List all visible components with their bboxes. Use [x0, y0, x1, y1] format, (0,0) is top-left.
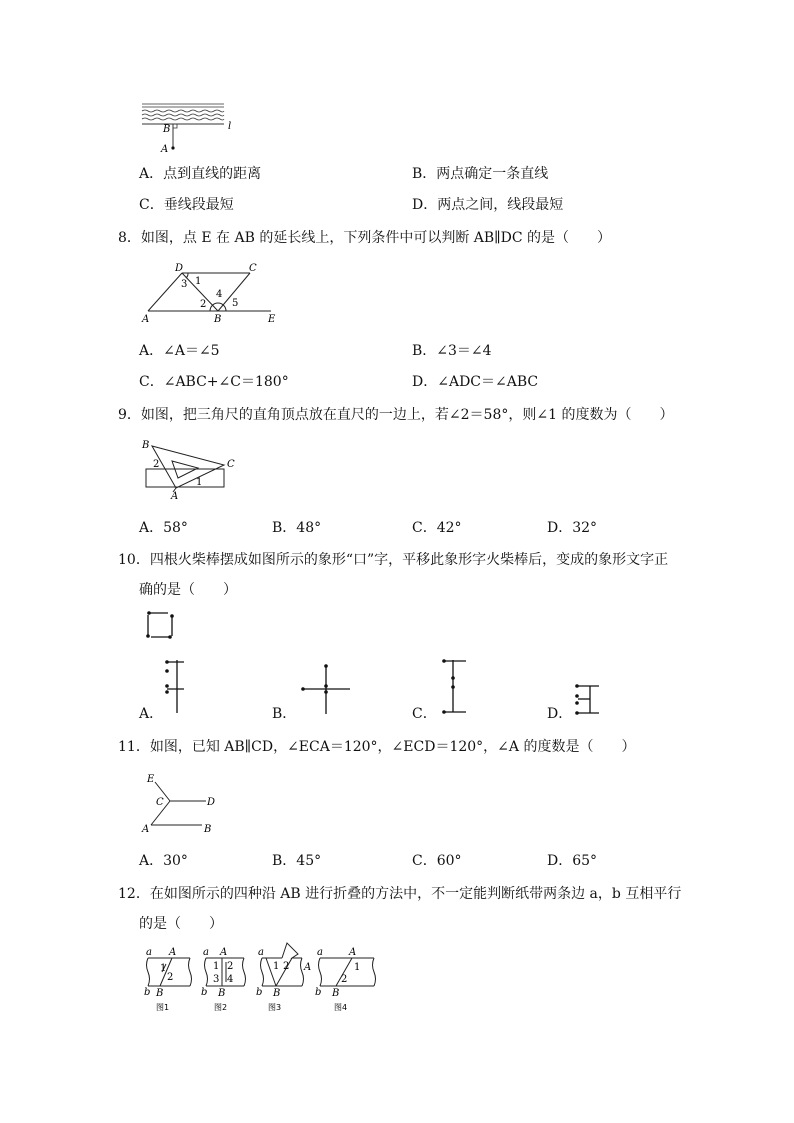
q11-label-D: D [207, 797, 216, 808]
q10-option-b[interactable]: B． [272, 706, 297, 722]
q12-figure-2 [200, 946, 250, 1014]
q12-caption-4: 图4 [334, 1003, 348, 1012]
q12-fig2-label-B: B [218, 988, 226, 999]
q10-option-c[interactable]: C． [412, 706, 437, 722]
q12-caption-3: 图3 [268, 1003, 282, 1012]
q8-angle-2: 2 [200, 299, 207, 310]
q12-fig4-angle-2: 2 [341, 974, 348, 985]
q10-option-d-figure[interactable] [568, 681, 602, 721]
q12-fig4-label-a: a [317, 947, 323, 958]
q12-fig4-label-B: B [332, 988, 340, 999]
q9-figure [138, 437, 248, 505]
q12-fig2-label-a: a [203, 947, 209, 958]
q7-label-A: A [161, 144, 169, 155]
q12-fig3-label-a: a [258, 947, 264, 958]
q11-figure [138, 770, 228, 838]
q7-label-l: l [228, 121, 232, 132]
q11-label-C: C [156, 797, 164, 808]
q11-label-A: A [142, 824, 150, 835]
q9-angle-2: 2 [153, 459, 160, 470]
q12-figure-3 [254, 940, 314, 1014]
q12-fig2-angle-2: 2 [227, 961, 234, 972]
q12-fig2-angle-4: 4 [227, 974, 234, 985]
q12-fig3-angle-1: 1 [273, 961, 280, 972]
q8-option-a[interactable]: A．∠A＝∠5 [139, 343, 220, 359]
q12-fig2-angle-3: 3 [213, 974, 220, 985]
q10-option-d[interactable]: D． [547, 706, 573, 722]
q12-figure-4 [314, 946, 380, 1014]
q9-label-B: B [142, 440, 150, 451]
q8-label-D: D [175, 263, 184, 274]
q7-option-d[interactable]: D．两点之间，线段最短 [412, 197, 564, 213]
q9-option-b[interactable]: B．48° [272, 520, 322, 536]
q11-stem: 11．如图，已知 AB∥CD，∠ECA＝120°，∠ECD＝120°，∠A 的度数是（ ） [118, 739, 636, 755]
q12-fig4-label-A: A [349, 947, 357, 958]
q12-caption-1: 图1 [156, 1003, 170, 1012]
q12-fig2-angle-1: 1 [213, 961, 220, 972]
q9-option-c[interactable]: C．42° [412, 520, 462, 536]
q8-label-A: A [142, 314, 150, 325]
q12-fig1-label-b: b [144, 987, 151, 998]
q12-fig3-label-A: A [304, 962, 312, 973]
q12-stem-line1: 12．在如图所示的四种沿 AB 进行折叠的方法中，不一定能判断纸带两条边 a，b 互相平行 [118, 886, 682, 902]
q12-fig2-label-A: A [220, 947, 228, 958]
q12-fig4-label-b: b [315, 987, 322, 998]
q7-option-b[interactable]: B．两点确定一条直线 [412, 166, 549, 182]
q12-fig1-angle-2: 2 [167, 972, 174, 983]
q12-caption-2: 图2 [214, 1003, 228, 1012]
q11-option-d[interactable]: D．65° [547, 853, 598, 869]
q10-stem-line1: 10．四根火柴棒摆成如图所示的象形“口”字，平移此象形字火柴棒后，变成的象形文字正 [118, 552, 669, 568]
q9-label-C: C [227, 459, 235, 470]
q12-fig1-label-a: a [146, 947, 152, 958]
q12-fig1-angle-1: 1 [160, 963, 167, 974]
q12-fig1-label-B: B [156, 988, 164, 999]
q8-angle-1: 1 [195, 276, 202, 287]
q10-option-b-figure[interactable] [298, 660, 354, 716]
q8-label-B: B [214, 314, 222, 325]
q11-option-c[interactable]: C．60° [412, 853, 462, 869]
q12-figure-1 [142, 946, 192, 1014]
q12-fig3-angle-2: 2 [283, 961, 290, 972]
q7-option-c[interactable]: C．垂线段最短 [139, 197, 234, 213]
q9-label-A: A [171, 491, 179, 502]
q8-angle-5: 5 [232, 298, 239, 309]
q9-option-a[interactable]: A．58° [139, 520, 188, 536]
q10-option-c-figure[interactable] [438, 656, 472, 718]
q8-option-b[interactable]: B．∠3＝∠4 [412, 343, 492, 359]
q12-fig4-angle-1: 1 [354, 962, 361, 973]
q11-option-b[interactable]: B．45° [272, 853, 322, 869]
q12-fig1-label-A: A [169, 947, 177, 958]
q8-label-E: E [268, 314, 276, 325]
q7-label-B: B [163, 124, 171, 135]
q12-stem-line2: 的是（ ） [139, 916, 223, 932]
q8-angle-3: 3 [181, 279, 188, 290]
q10-option-a-figure[interactable] [156, 656, 196, 716]
q10-option-a[interactable]: A． [139, 706, 164, 722]
q12-fig2-label-b: b [201, 987, 208, 998]
q7-figure [138, 100, 238, 155]
q9-angle-1: 1 [196, 477, 203, 488]
q12-fig3-label-b: b [256, 987, 263, 998]
q9-stem: 9．如图，把三角尺的直角顶点放在直尺的一边上，若∠2＝58°，则∠1 的度数为（ ） [118, 407, 674, 423]
q12-fig3-label-B: B [273, 988, 281, 999]
q8-label-C: C [249, 263, 257, 274]
q11-label-E: E [147, 774, 155, 785]
q8-option-c[interactable]: C．∠ABC+∠C＝180° [139, 374, 289, 390]
q8-option-d[interactable]: D．∠ADC＝∠ABC [412, 374, 539, 390]
q10-stem-line2: 确的是（ ） [139, 582, 237, 598]
q11-label-B: B [204, 824, 212, 835]
q8-figure [138, 260, 283, 328]
q8-angle-4: 4 [216, 289, 223, 300]
q9-option-d[interactable]: D．32° [547, 520, 598, 536]
q10-kou-figure [143, 609, 178, 641]
q8-stem: 8．如图，点 E 在 AB 的延长线上，下列条件中可以判断 AB∥DC 的是（ ） [118, 230, 612, 246]
q11-option-a[interactable]: A．30° [139, 853, 188, 869]
q7-option-a[interactable]: A．点到直线的距离 [139, 166, 262, 182]
